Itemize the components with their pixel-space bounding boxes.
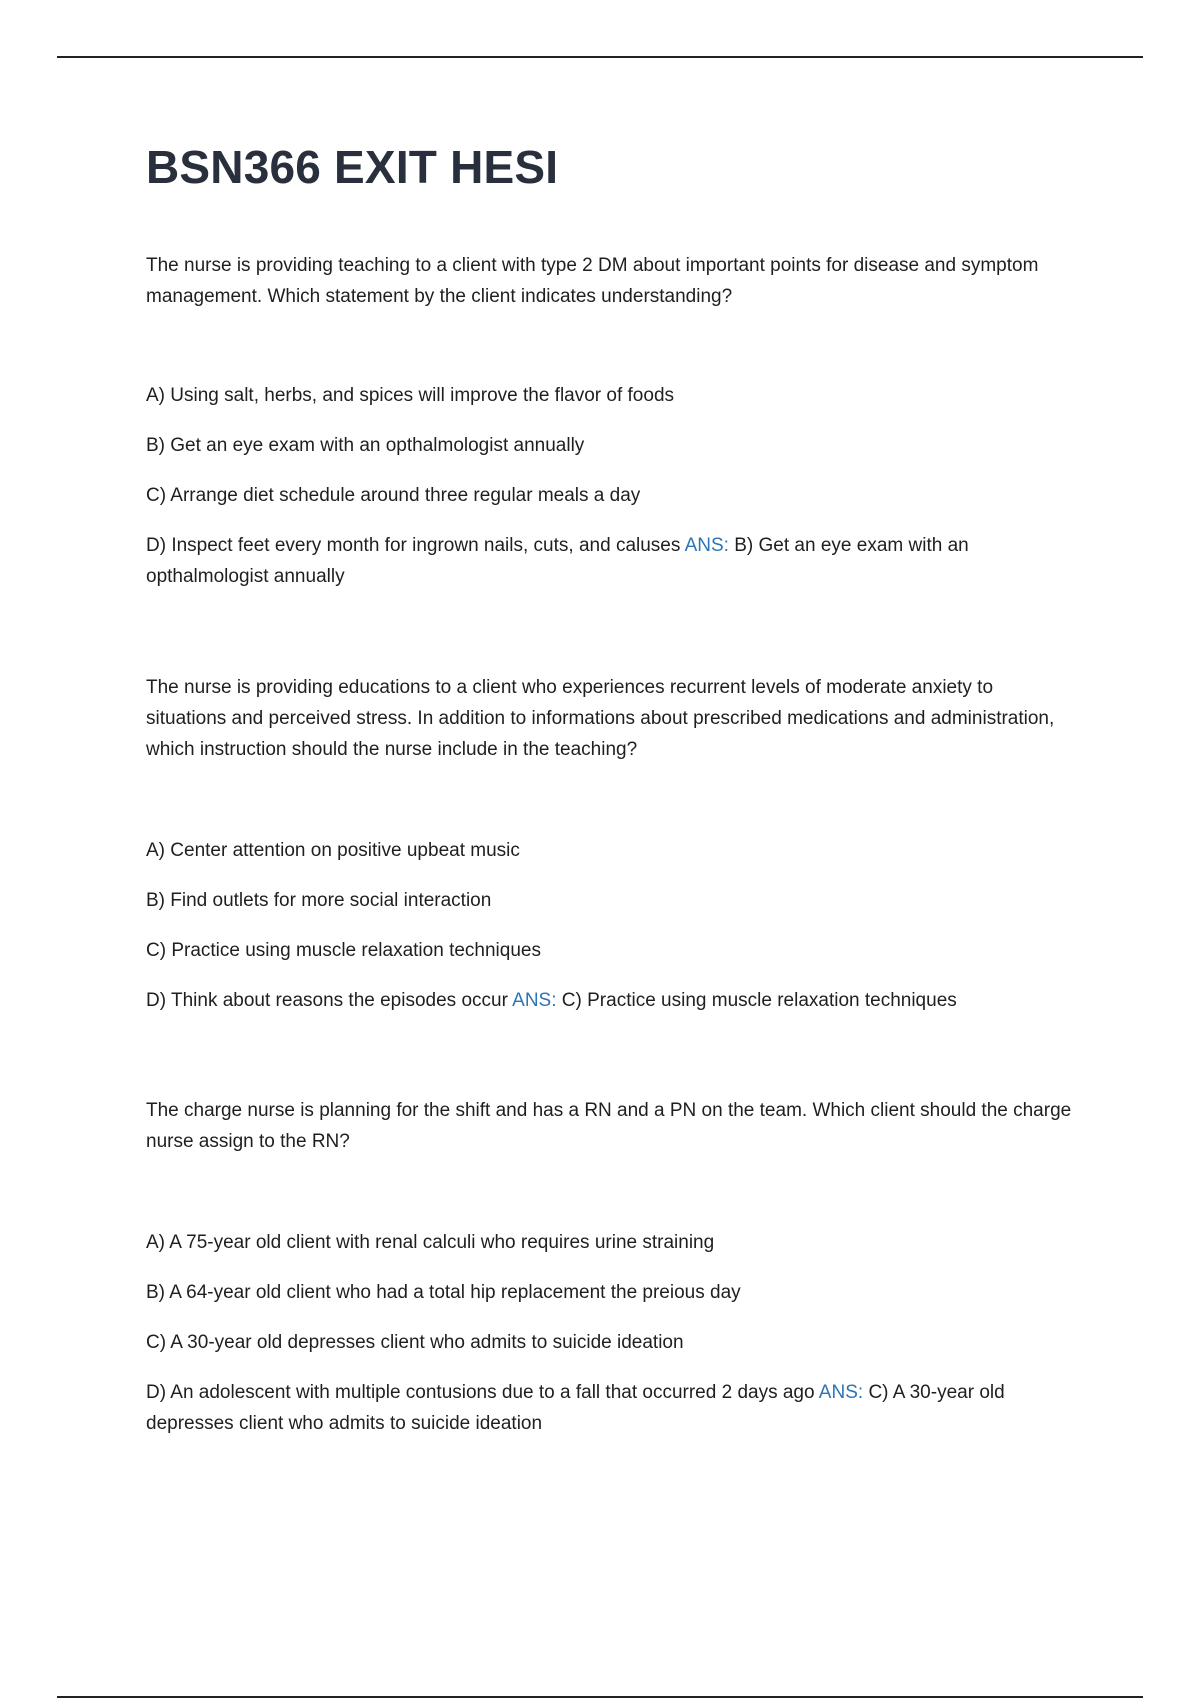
footer-rule: [57, 1696, 1143, 1698]
option-b: B) A 64-year old client who had a total hip replacement the preious day: [146, 1282, 741, 1303]
question-block-3: [146, 1095, 1076, 1439]
option-a: A) Using salt, herbs, and spices will improve the flavor of foods: [146, 385, 675, 406]
answer-label: ANS:: [818, 1382, 864, 1403]
document-title: BSN366 EXIT HESI: [146, 141, 559, 193]
answer-text: B) Get an eye exam with an opthalmologist annually: [146, 535, 969, 587]
option-b: B) Find outlets for more social interaction: [146, 890, 492, 911]
option-d: D) Inspect feet every month for ingrown nails, cuts, and caluses: [146, 535, 681, 556]
header-rule: [57, 56, 1143, 58]
question-block-1: [146, 250, 1076, 592]
option-a: A) A 75-year old client with renal calculi who requires urine straining: [146, 1232, 715, 1253]
document-body: [146, 140, 1086, 1434]
option-d: D) Think about reasons the episodes occur: [146, 990, 508, 1011]
answer-options: [146, 1227, 1076, 1439]
option-c: C) A 30-year old depresses client who admits to suicide ideation: [146, 1332, 684, 1353]
option-b: B) Get an eye exam with an opthalmologist annually: [146, 435, 585, 456]
answer-options: [146, 380, 1076, 592]
option-d-with-answer: [146, 985, 1076, 1016]
answer-label: ANS:: [512, 990, 557, 1011]
answer-label: ANS:: [684, 535, 729, 556]
answer-options: [146, 835, 1076, 1016]
option-c: C) Practice using muscle relaxation techniques: [146, 940, 541, 961]
question-stem: The charge nurse is planning for the shift and has a RN and a PN on the team. Which client should the charge nurse assign to the RN?: [146, 1100, 1072, 1152]
option-a: A) Center attention on positive upbeat music: [146, 840, 520, 861]
question-block-2: [146, 672, 1076, 1016]
answer-text: C) A 30-year old depresses client who admits to suicide ideation: [146, 1382, 1005, 1434]
option-c: C) Arrange diet schedule around three regular meals a day: [146, 485, 641, 506]
answer-text: C) Practice using muscle relaxation techniques: [561, 990, 957, 1011]
question-stem: The nurse is providing educations to a client who experiences recurrent levels of moderate anxiety to situations and perceived stress. In addition to informations about prescribed medications and administration, which instruction should the nurse include in the teaching?: [146, 677, 1055, 760]
question-stem: The nurse is providing teaching to a client with type 2 DM about important points for disease and symptom management. Which statement by the client indicates understanding?: [146, 255, 1039, 307]
option-d: D) An adolescent with multiple contusions due to a fall that occurred 2 days ago: [146, 1382, 815, 1403]
option-d-with-answer: [146, 530, 1076, 592]
option-d-with-answer: [146, 1377, 1076, 1439]
